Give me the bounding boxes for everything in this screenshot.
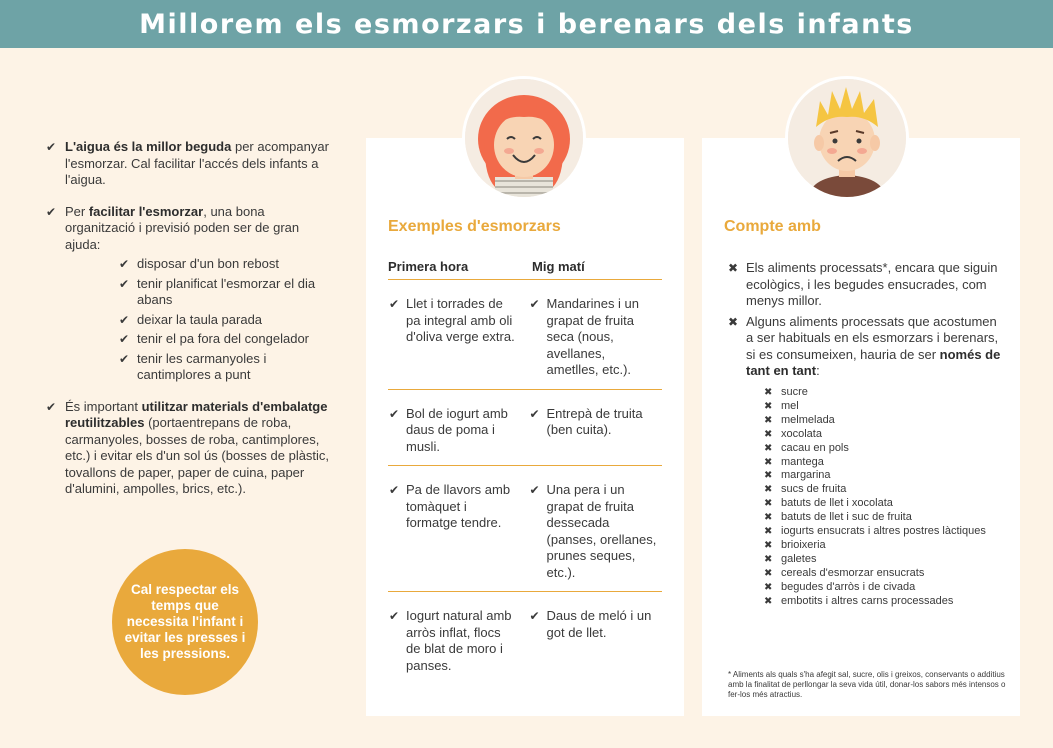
tip-organization-prefix: Per [65,203,89,219]
food-item [764,442,1004,456]
sub-tip-item [119,312,331,329]
sub-tip-text: tenir planificat l'esmorzar el dia abans [137,275,316,307]
page-title: Millorem els esmorzars i berenars dels infants [139,8,914,40]
table-cell [388,592,521,684]
sub-tip-item [119,276,331,309]
processed-foods-list [764,386,1004,609]
table-cell-text: Una pera i un grapat de fruita dessecada (panses, orellanes, prunes seques, etc.). [546,482,657,580]
food-item [764,386,1004,400]
table-cell-text: Daus de meló i un got de llet. [546,608,652,640]
food-item-text: iogurts ensucrats i altres postres làctiques [781,525,986,538]
food-item [764,539,1004,553]
table-row [388,280,662,389]
check-icon: ✔ [46,204,57,219]
sad-child-illustration [785,76,909,200]
check-icon: ✔ [119,351,130,366]
food-item [764,483,1004,497]
table-cell [388,466,521,591]
check-icon: ✔ [46,399,57,414]
check-icon: ✔ [389,406,400,421]
table-cell [529,466,662,591]
food-item-text: batuts de llet i xocolata [781,497,893,510]
caution-list [728,260,1004,384]
cross-icon: ✖ [764,539,773,551]
table-cell-text: Llet i torrades de pa integral amb oli d'oliva verge extra. [406,296,515,344]
caution-item-end: : [816,363,820,378]
cross-icon: ✖ [764,400,773,412]
check-icon: ✔ [389,609,400,623]
food-item [764,428,1004,442]
examples-title: Exemples d'esmorzars [388,218,561,235]
food-item-text: melmelada [781,413,835,426]
table-cell [529,390,662,466]
food-item-text: brioixeria [781,538,826,551]
tips-column [46,139,331,513]
table-row [388,592,662,684]
time-badge-text: Cal respectar els temps que necessita l'infant i evitar les presses i les pressions. [124,582,246,661]
table-cell [388,390,521,466]
cross-icon: ✖ [764,442,773,454]
caution-item [728,314,1004,380]
check-icon: ✔ [529,609,540,623]
cross-icon: ✖ [764,428,773,440]
food-item-text: cacau en pols [781,441,849,454]
tip-organization-text: , una bona organització i previsió poden ser de gran ajuda: [65,203,300,252]
caution-title: Compte amb [724,218,821,235]
cross-icon: ✖ [764,567,773,579]
sub-tip-item [119,256,331,273]
table-cell [529,592,662,684]
examples-card [366,138,684,716]
food-item [764,581,1004,595]
tip-materials-bold: utilitzar materials d'embalatge reutilitzables [65,398,328,430]
check-icon: ✔ [389,483,400,497]
table-cell-text: Pa de llavors amb tomàquet i formatge tendre. [406,482,511,530]
tip-materials [46,399,331,498]
cross-icon: ✖ [764,526,773,538]
tip-organization [46,204,331,384]
sub-tip-item [119,351,331,384]
food-item [764,414,1004,428]
check-icon: ✔ [119,332,130,346]
food-item-text: sucre [781,386,808,398]
sub-tip-text: tenir el pa fora del congelador [137,331,310,346]
food-item-text: xocolata [781,427,822,440]
tip-organization-bold: facilitar l'esmorzar [88,203,204,219]
cross-icon: ✖ [764,470,773,482]
food-item [764,511,1004,525]
caution-item-text: Els aliments processats*, encara que siguin ecològics, i les begudes ensucrades, com menys millor. [746,260,998,308]
caution-card [702,138,1020,716]
column-header-second: Mig matí [532,259,585,274]
table-cell-text: Bol de iogurt amb daus de poma i musli. [406,405,508,454]
happy-child-illustration [462,76,586,200]
cross-icon: ✖ [764,512,773,524]
sub-tips-list [65,256,331,384]
check-icon: ✔ [119,312,130,327]
column-header-first: Primera hora [388,259,469,274]
cross-icon: ✖ [764,553,773,565]
food-item-text: sucs de fruita [781,483,847,496]
sub-tip-text: deixar la taula parada [137,311,263,327]
tip-materials-text: (portaentrepans de roba, carmanyoles, bosses de roba, cantimplores, etc.) i evitar els d'un sol ús (bosses de plàstic, tovallons de paper, paper de cuina, paper d'alumini, ampolles, brics, etc.). [65,415,330,496]
food-item-text: margarina [781,469,831,482]
cross-icon: ✖ [764,387,773,398]
food-item-text: embotits i altres carns processades [781,594,954,607]
cross-icon: ✖ [728,314,739,329]
cross-icon: ✖ [764,456,773,468]
cross-icon: ✖ [764,414,773,426]
check-icon: ✔ [389,297,400,311]
caution-item-bold: només de tant en tant [746,346,1001,378]
table-cell-text: Iogurt natural amb arròs inflat, flocs de blat de moro i panses. [406,608,512,673]
cross-icon: ✖ [728,261,739,275]
check-icon: ✔ [529,297,540,311]
check-icon: ✔ [46,140,57,154]
cross-icon: ✖ [764,595,773,607]
sub-tip-item [119,331,331,348]
food-item [764,497,1004,511]
food-item [764,400,1004,414]
caution-item-text: Alguns aliments processats que acostumen a ser habituals en els esmorzars i berenars, si es consumeixen, hauria de ser [746,313,999,362]
tip-water [46,139,331,189]
food-item [764,456,1004,470]
check-icon: ✔ [529,406,540,421]
food-item-text: mantega [781,455,824,468]
page-header [0,0,1053,48]
table-cell-text: Mandarines i un grapat de fruita seca (nous, avellanes, ametlles, etc.). [546,296,640,377]
food-item-text: cereals d'esmorzar ensucrats [781,566,925,579]
food-item [764,469,1004,483]
cross-icon: ✖ [764,581,773,593]
tip-water-text: per acompanyar l'esmorzar. Cal facilitar l'accés dels infants a l'aigua. [65,139,329,187]
table-row [388,390,662,466]
food-item-text: galetes [781,552,817,565]
examples-table [388,280,662,684]
sub-tip-text: tenir les carmanyoles i cantimplores a punt [137,350,267,382]
cross-icon: ✖ [764,498,773,510]
table-cell [529,280,662,389]
check-icon: ✔ [529,483,540,497]
time-badge [112,549,258,695]
table-cell-text: Entrepà de truita (ben cuita). [546,405,643,437]
food-item-text: mel [781,399,799,412]
tip-water-bold: L'aigua és la millor beguda [65,139,232,154]
caution-item [728,260,1004,310]
food-item-text: batuts de llet i suc de fruita [781,511,912,524]
tip-materials-prefix: És important [65,398,142,414]
food-item-text: begudes d'arròs i de civada [781,580,916,593]
cross-icon: ✖ [764,484,773,496]
footnote: * Aliments als quals s'ha afegit sal, sucre, olis i greixos, conservants o additius amb la finalitat de perllongar la seva vida útil, donar-los sabors més intensos o fer-los més atractius. [728,670,1006,699]
food-item [764,525,1004,539]
food-item [764,553,1004,567]
check-icon: ✔ [119,276,130,291]
table-row [388,466,662,591]
check-icon: ✔ [119,257,130,271]
food-item [764,595,1004,609]
table-cell [388,280,521,389]
food-item [764,567,1004,581]
sub-tip-text: disposar d'un bon rebost [137,256,279,271]
